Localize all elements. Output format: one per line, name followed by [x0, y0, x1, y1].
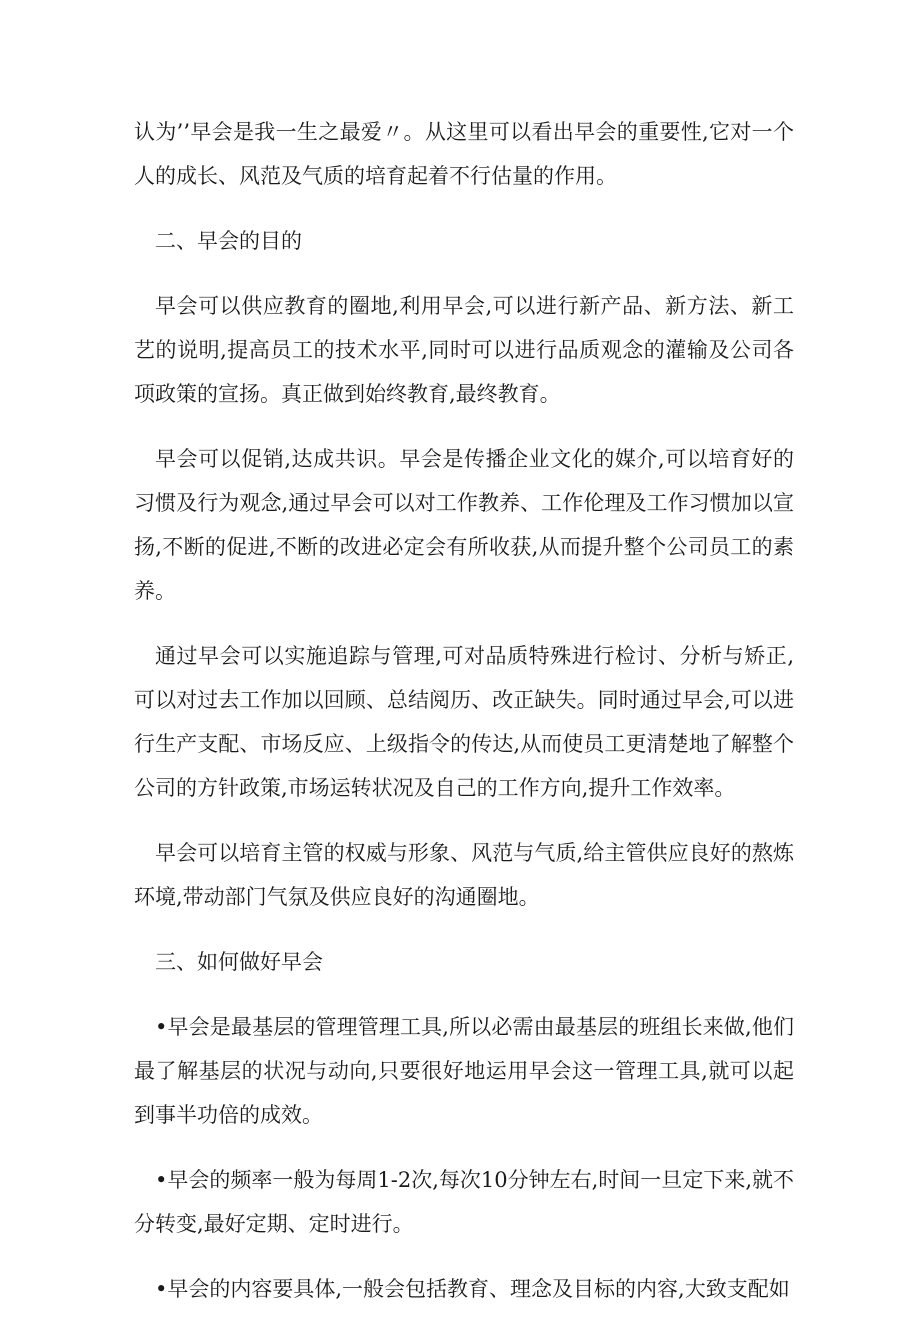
paragraph-consensus: 早会可以促销,达成共识。早会是传播企业文化的媒介,可以培育好的习惯及行为观念,通过早会可以对工作教养、工作伦理及工作习惯加以宣扬,不断的促进,不断的改进必定会有所收获,从而提升整个公司员工的素养。	[134, 447, 794, 603]
bullet-item-frequency: •早会的频率一般为每周1-2次,每次10分钟左右,时间一旦定下来,就不分转变,最好定期、定时进行。	[134, 1168, 794, 1236]
bullet-item-content: •早会的内容要具体,一般会包括教育、理念及目标的内容,大致支配如	[155, 1277, 790, 1301]
document-body	[134, 110, 794, 1332]
section-heading-purpose: 二、早会的目的	[155, 229, 302, 253]
paragraph-authority: 早会可以培育主管的权威与形象、风范与气质,给主管供应良好的熬炼环境,带动部门气氛及供应良好的沟通圈地。	[134, 841, 794, 909]
paragraph-continuation: 认为’’早会是我一生之最爱〃。从这里可以看出早会的重要性,它对一个人的成长、风范及气质的培育起着不行估量的作用。	[134, 120, 794, 188]
section-heading-how-to: 三、如何做好早会	[155, 950, 323, 974]
bullet-item-grassroots: •早会是最基层的管理管理工具,所以必需由最基层的班组长来做,他们最了解基层的状况与动向,只要很好地运用早会这一管理工具,就可以起到事半功倍的成效。	[134, 1015, 794, 1127]
paragraph-tracking: 通过早会可以实施追踪与管理,可对品质特殊进行检讨、分析与矫正,可以对过去工作加以回顾、总结阅历、改正缺失。同时通过早会,可以进行生产支配、市场反应、上级指令的传达,从而使员工更清楚地了解整个公司的方针政策,市场运转状况及自己的工作方向,提升工作效率。	[134, 644, 794, 800]
paragraph-education: 早会可以供应教育的圈地,利用早会,可以进行新产品、新方法、新工艺的说明,提高员工的技术水平,同时可以进行品质观念的灌输及公司各项政策的宣扬。真正做到始终教育,最终教育。	[134, 294, 794, 406]
